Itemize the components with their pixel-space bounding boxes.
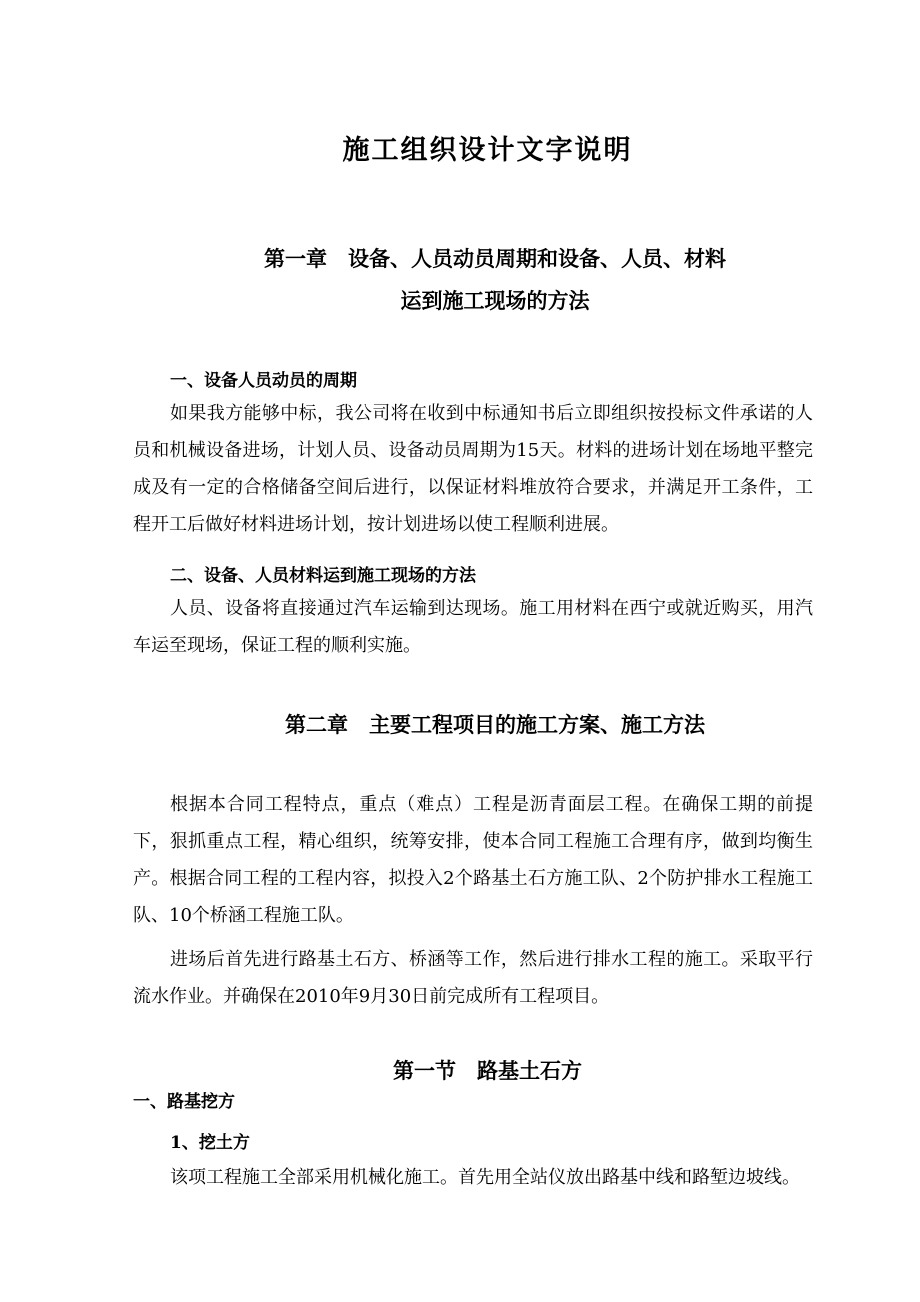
chapter-1-heading <box>0 238 920 322</box>
section-1-title: 一、设备人员动员的周期 <box>170 371 357 391</box>
section-1-paragraph: 如果我方能够中标，我公司将在收到中标通知书后立即组织按投标文件承诺的人员和机械设备进场，计划人员、设备动员周期为15天。材料的进场计划在场地平整完成及有一定的合格储备空间后进行，以保证材料堆放符合要求，并满足开工条件，工程开工后做好材料进场计划，按计划进场以使工程顺利进展。 <box>133 403 813 535</box>
document-title: 施工组织设计文字说明 <box>342 135 633 166</box>
chapter-2-heading: 第二章 主要工程项目的施工方案、施工方法 <box>285 712 705 737</box>
section-2-paragraph: 人员、设备将直接通过汽车运输到达现场。施工用材料在西宁或就近购买，用汽车运至现场，保证工程的顺利实施。 <box>133 598 813 656</box>
section-1-paragraph: 该项工程施工全部采用机械化施工。首先用全站仪放出路基中线和路堑边坡线。 <box>170 1167 800 1188</box>
section-2-title: 二、设备、人员材料运到施工现场的方法 <box>170 566 476 586</box>
chapter-1-heading-line-1: 第一章 设备、人员动员周期和设备、人员、材料 <box>264 246 726 271</box>
section-1-heading: 第一节 路基土石方 <box>393 1058 582 1083</box>
chapter-2-paragraph-2: 进场后首先进行路基土石方、桥涵等工作，然后进行排水工程的施工。采取平行流水作业。并确保在2010年9月30日前完成所有工程项目。 <box>133 949 813 1007</box>
chapter-2-paragraph-1: 根据本合同工程特点，重点（难点）工程是沥青面层工程。在确保工期的前提下，狠抓重点工程，精心组织，统筹安排，使本合同工程施工合理有序，做到均衡生产。根据合同工程的工程内容，拟投入2个路基土石方施工队、2个防护排水工程施工队、10个桥涵工程施工队。 <box>133 794 813 926</box>
sub-subsection-title: 1、挖土方 <box>170 1133 250 1153</box>
subsection-title: 一、路基挖方 <box>133 1092 235 1112</box>
chapter-1-heading-line-2: 运到施工现场的方法 <box>400 288 590 313</box>
